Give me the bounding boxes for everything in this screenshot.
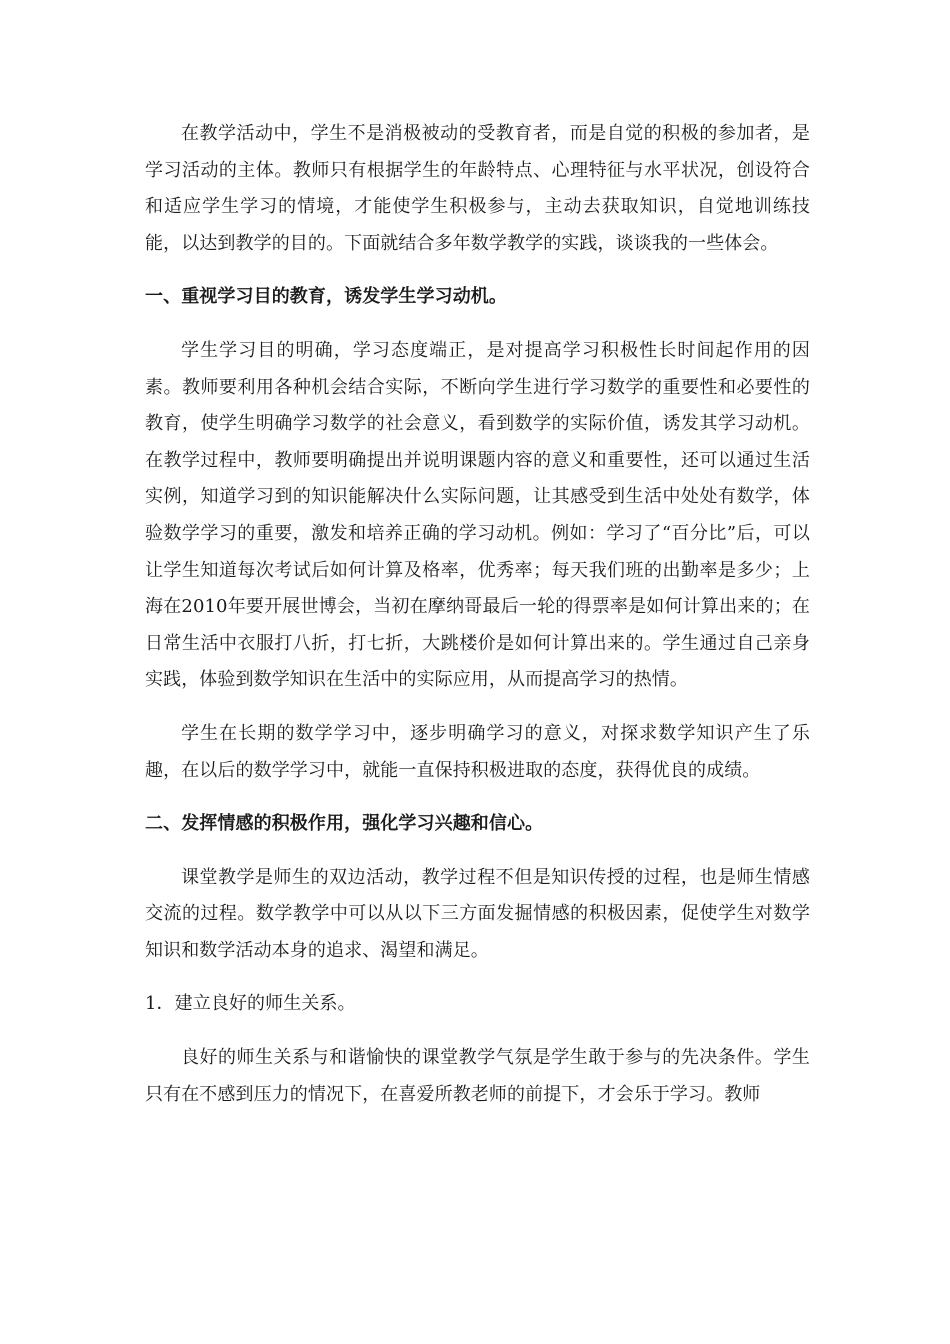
subsection-heading-1: 1．建立良好的师生关系。: [145, 993, 356, 1015]
section-heading-2: 二、发挥情感的积极作用，强化学习兴趣和信心。: [145, 813, 544, 835]
intro-paragraph: 在教学活动中，学生不是消极被动的受教育者，而是自觉的积极的参加者，是学习活动的主体。教师只有根据学生的年龄特点、心理特征与水平状况，创设符合和适应学生学习的情境，才能使学生积极参与，主动去获取知识，自觉地训练技能，以达到教学的目的。下面就结合多年数学教学的实践，谈谈我的一些体会。: [145, 123, 810, 254]
body-paragraph: 良好的师生关系与和谐愉快的课堂教学气氛是学生敢于参与的先决条件。学生只有在不感到压力的情况下，在喜爱所教老师的前提下，才会乐于学习。教师: [145, 1047, 810, 1105]
section-heading-1: 一、重视学习目的教育，诱发学生学习动机。: [145, 286, 507, 308]
body-paragraph: 学生在长期的数学学习中，逐步明确学习的意义，对探求数学知识产生了乐趣，在以后的数学学习中，就能一直保持积极进取的态度，获得优良的成绩。: [145, 722, 810, 781]
body-paragraph: 学生学习目的明确，学习态度端正，是对提高学习积极性长时间起作用的因素。教师要利用各种机会结合实际，不断向学生进行学习数学的重要性和必要性的教育，使学生明确学习数学的社会意义，看到数学的实际价值，诱发其学习动机。在教学过程中，教师要明确提出并说明课题内容的意义和重要性，还可以通过生活实例，知道学习到的知识能解决什么实际问题，让其感受到生活中处处有数学，体验数学学习的重要，激发和培养正确的学习动机。例如：学习了“百分比”后，可以让学生知道每次考试后如何计算及格率，优秀率；每天我们班的出勤率是多少；上海在2010年要开展世博会，当初在摩纳哥最后一轮的得票率是如何计算出来的；在日常生活中衣服打八折，打七折，大跳楼价是如何计算出来的。学生通过自己亲身实践，体验到数学知识在生活中的实际应用，从而提高学习的热情。: [145, 339, 810, 691]
body-paragraph: 课堂教学是师生的双边活动，教学过程不但是知识传授的过程，也是师生情感交流的过程。数学教学中可以从以下三方面发掘情感的积极因素，促使学生对数学知识和数学活动本身的追求、渴望和满足。: [145, 866, 810, 961]
document-body: [145, 116, 810, 1113]
